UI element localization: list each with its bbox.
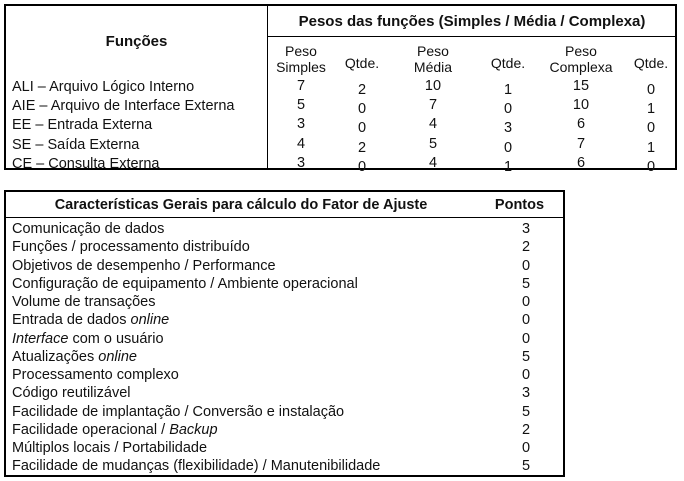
col-header: Peso bbox=[565, 43, 597, 59]
cell: 10 bbox=[424, 78, 442, 94]
characteristic-item: Interface com o usuário bbox=[12, 330, 164, 347]
col-header: Qtde. bbox=[344, 55, 380, 71]
characteristic-item: Facilidade operacional / Backup bbox=[12, 421, 218, 438]
cell: 2 bbox=[357, 139, 367, 156]
cell: 1 bbox=[503, 158, 513, 175]
cell: 3 bbox=[503, 120, 513, 137]
points-value: 5 bbox=[521, 348, 531, 365]
function-labels bbox=[12, 78, 234, 174]
cell: 6 bbox=[576, 154, 586, 171]
weights-header: Pesos das funções (Simples / Média / Complexa) bbox=[298, 13, 646, 30]
points-value: 0 bbox=[521, 294, 531, 310]
col-header: Qtde. bbox=[633, 55, 669, 71]
col-qtde-simples bbox=[336, 41, 388, 177]
cell: 0 bbox=[503, 101, 513, 118]
function-label: ALI – Arquivo Lógico Interno bbox=[12, 79, 195, 95]
col-header: Simples bbox=[276, 59, 326, 75]
cell: 0 bbox=[646, 158, 656, 175]
function-label: CE – Consulta Externa bbox=[12, 155, 160, 172]
cell: 5 bbox=[296, 97, 306, 114]
cell: 0 bbox=[646, 82, 656, 98]
col-qtde-media bbox=[482, 41, 534, 177]
characteristic-item: Código reutilizável bbox=[12, 385, 131, 402]
function-weights-table bbox=[4, 4, 677, 175]
points-value: 2 bbox=[521, 239, 531, 256]
points-value: 0 bbox=[521, 257, 531, 274]
cell: 4 bbox=[296, 135, 306, 152]
characteristic-item: Funções / processamento distribuído bbox=[12, 239, 250, 256]
col-header: Média bbox=[413, 59, 453, 75]
cell: 4 bbox=[428, 116, 438, 133]
cell: 7 bbox=[576, 135, 586, 152]
points-value: 5 bbox=[521, 403, 531, 420]
characteristic-item: Processamento complexo bbox=[12, 367, 179, 383]
points-value: 2 bbox=[521, 421, 531, 438]
points-header: Pontos bbox=[494, 197, 545, 213]
function-label: AIE – Arquivo de Interface Externa bbox=[12, 98, 235, 115]
cell: 1 bbox=[646, 139, 656, 156]
characteristics-list bbox=[12, 220, 380, 476]
function-label: SE – Saída Externa bbox=[12, 136, 140, 153]
points-value: 0 bbox=[521, 330, 531, 347]
points-column bbox=[476, 220, 576, 476]
cell: 1 bbox=[646, 101, 656, 118]
cell: 10 bbox=[572, 97, 590, 114]
adjustment-factor-table bbox=[4, 190, 565, 477]
cell: 0 bbox=[357, 101, 367, 118]
characteristic-item: Volume de transações bbox=[12, 294, 156, 310]
cell: 7 bbox=[428, 97, 438, 114]
col-qtde-complexa bbox=[625, 41, 677, 177]
functions-header: Funções bbox=[105, 33, 168, 50]
col-header: Peso bbox=[417, 43, 449, 59]
points-value: 0 bbox=[521, 312, 531, 329]
col-peso-simples bbox=[272, 41, 330, 173]
cell: 6 bbox=[576, 116, 586, 133]
cell: 2 bbox=[357, 82, 367, 98]
cell: 0 bbox=[357, 158, 367, 175]
points-value: 3 bbox=[521, 385, 531, 402]
col-peso-media bbox=[405, 41, 461, 173]
points-value: 5 bbox=[521, 275, 531, 292]
col-header: Complexa bbox=[549, 59, 613, 75]
cell: 3 bbox=[296, 154, 306, 171]
characteristic-item: Múltiplos locais / Portabilidade bbox=[12, 440, 208, 456]
characteristic-item: Entrada de dados online bbox=[12, 312, 170, 329]
characteristic-item: Facilidade de implantação / Conversão e instalação bbox=[12, 403, 345, 420]
points-value: 5 bbox=[521, 458, 531, 475]
points-value: 0 bbox=[521, 367, 531, 383]
cell: 0 bbox=[357, 120, 367, 137]
cell: 0 bbox=[503, 139, 513, 156]
cell: 1 bbox=[503, 82, 513, 98]
cell: 0 bbox=[646, 120, 656, 137]
characteristic-item: Atualizações online bbox=[12, 348, 137, 365]
points-value: 3 bbox=[521, 221, 531, 237]
col-header: Peso bbox=[285, 43, 317, 59]
characteristic-item: Facilidade de mudanças (flexibilidade) / Manutenibilidade bbox=[12, 458, 381, 475]
cell: 4 bbox=[428, 154, 438, 171]
header-divider bbox=[267, 36, 675, 37]
cell: 15 bbox=[572, 78, 590, 94]
header-divider bbox=[6, 217, 563, 218]
column-divider bbox=[267, 6, 268, 168]
cell: 5 bbox=[428, 135, 438, 152]
characteristic-item: Configuração de equipamento / Ambiente operacional bbox=[12, 275, 358, 292]
characteristic-item: Objetivos de desempenho / Performance bbox=[12, 257, 276, 274]
points-value: 0 bbox=[521, 440, 531, 456]
cell: 3 bbox=[296, 116, 306, 133]
col-peso-complexa bbox=[544, 41, 618, 173]
col-header: Qtde. bbox=[490, 55, 526, 71]
characteristic-item: Comunicação de dados bbox=[12, 221, 165, 237]
function-label: EE – Entrada Externa bbox=[12, 117, 153, 134]
characteristics-header: Características Gerais para cálculo do Fator de Ajuste bbox=[54, 197, 428, 213]
cell: 7 bbox=[296, 78, 306, 94]
